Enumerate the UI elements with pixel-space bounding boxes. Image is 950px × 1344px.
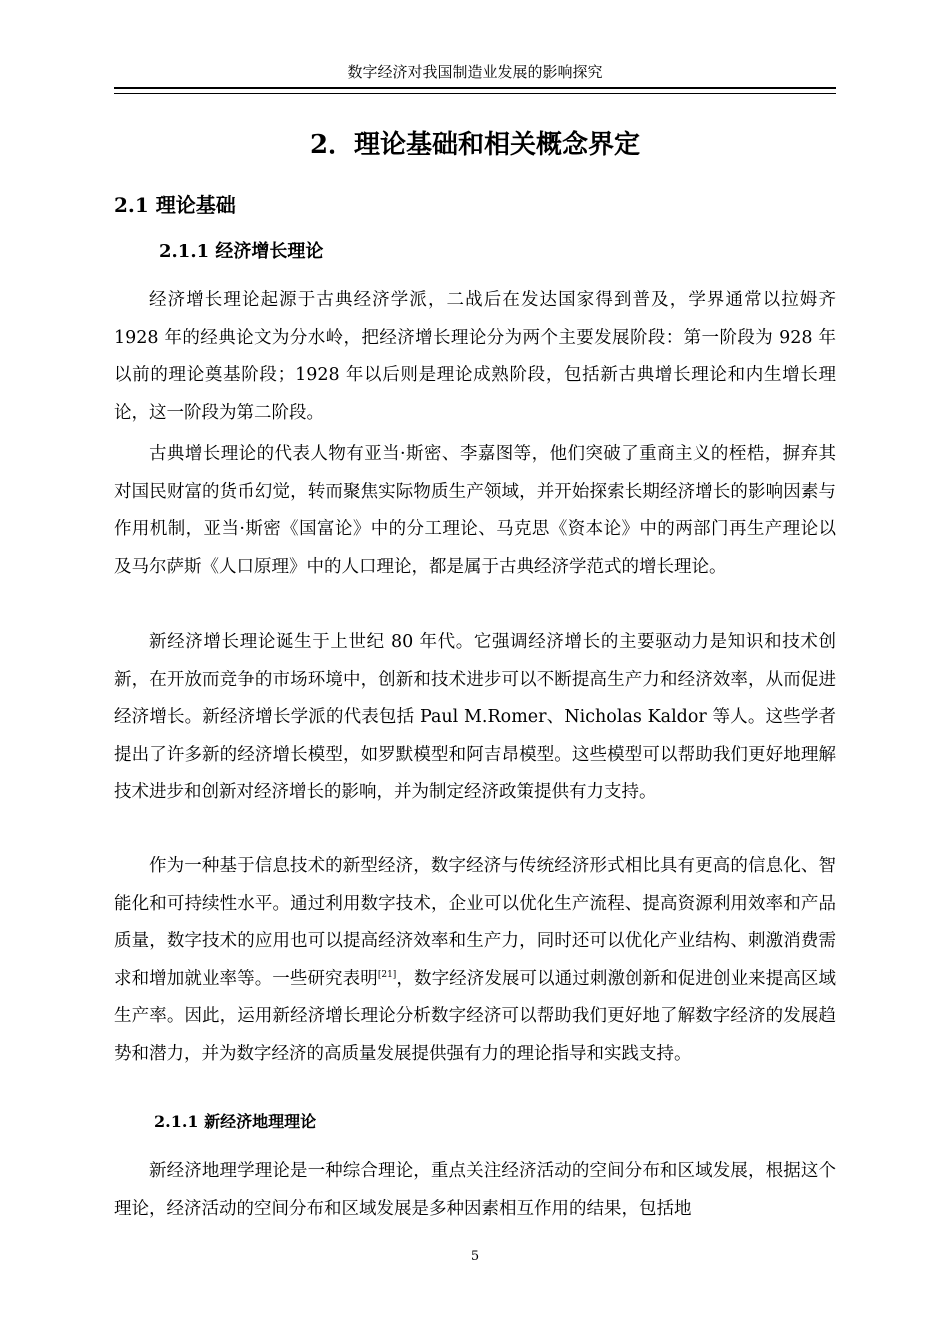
page-number: 5 xyxy=(470,1249,480,1264)
paragraph-4-text-b: ，数字经济发展可以通过刺激创新和促进创业来提高区域生产率。因此，运用新经济增长理论分析数字经济可以帮助我们更好地了解数字经济的发展趋势和潜力，并为数字经济的高质量发展提供强有力的理论指导和实践支持。 xyxy=(114,968,837,1064)
header-rule xyxy=(114,87,836,94)
paragraph-3: 新经济增长理论诞生于上世纪 80 年代。它强调经济增长的主要驱动力是知识和技术创新，在开放而竞争的市场环境中，创新和技术进步可以不断提高生产力和经济效率，从而促进经济增长。新经济增长学派的代表包括 Paul M.Romer、Nicholas Kaldor 等人。这些学者提出了许多新的经济增长模型，如罗默模型和阿吉昂模型。这些模型可以帮助我们更好地理解技术进步和创新对经济增长的影响，并为制定经济政策提供有力支持。 xyxy=(114,632,836,802)
subsection-title-growth-theory: 2.1.1 经济增长理论 xyxy=(159,241,324,262)
chapter-title: 2．理论基础和相关概念界定 xyxy=(309,130,641,160)
subsection-title-new-economic-geography: 2.1.1 新经济地理理论 xyxy=(154,1112,317,1131)
paragraph-4-text-a: 作为一种基于信息技术的新型经济，数字经济与传统经济形式相比具有更高的信息化、智能化和可持续性水平。通过利用数字技术，企业可以优化生产流程、提高资源利用效率和产品质量，数字技术的应用也可以提高经济效率和生产力，同时还可以优化产业结构、刺激消费需求和增加就业率等。一些研究表明 xyxy=(114,856,836,989)
section-title: 2.1 理论基础 xyxy=(114,193,236,217)
running-header: 数字经济对我国制造业发展的影响探究 xyxy=(347,63,603,81)
paragraph-2: 古典增长理论的代表人物有亚当·斯密、李嘉图等，他们突破了重商主义的桎梏，摒弃其对国民财富的货币幻觉，转而聚焦实际物质生产领域，并开始探索长期经济增长的影响因素与作用机制，亚当·斯密《国富论》中的分工理论、马克思《资本论》中的两部门再生产理论以及马尔萨斯《人口原理》中的人口理论，都是属于古典经济学范式的增长理论。 xyxy=(114,444,836,577)
paragraph-4 xyxy=(114,848,836,1073)
citation-ref: [21] xyxy=(377,969,397,980)
paragraph-5: 新经济地理学理论是一种综合理论，重点关注经济活动的空间分布和区域发展，根据这个理论，经济活动的空间分布和区域发展是多种因素相互作用的结果，包括地 xyxy=(114,1161,836,1219)
paragraph-1: 经济增长理论起源于古典经济学派，二战后在发达国家得到普及，学界通常以拉姆齐 1928 年的经典论文为分水岭，把经济增长理论分为两个主要发展阶段：第一阶段为 928 年以前的理论奠基阶段；1928 年以后则是理论成熟阶段，包括新古典增长理论和内生增长理论，这一阶段为第二阶段。 xyxy=(114,290,836,423)
